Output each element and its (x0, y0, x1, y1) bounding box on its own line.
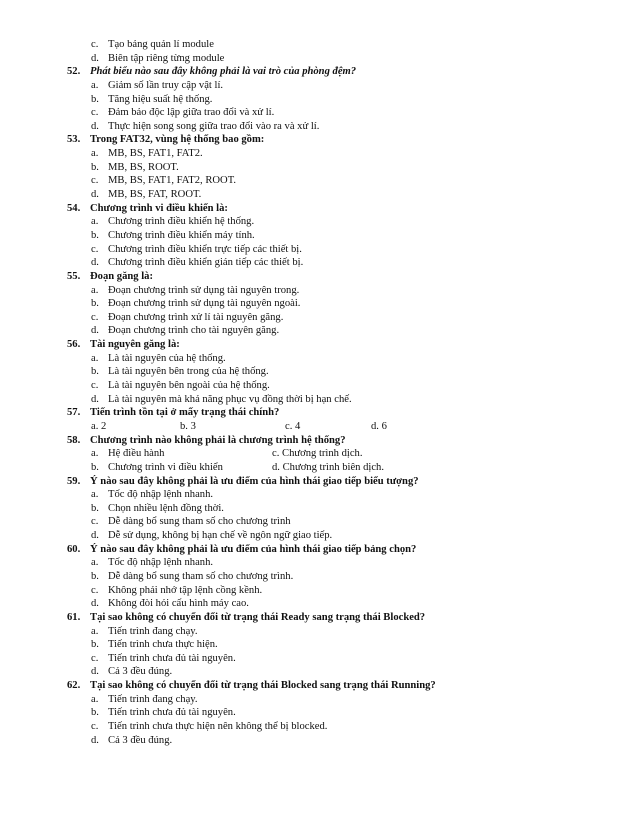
question-number: 53. (67, 134, 81, 146)
option-line (0, 570, 638, 584)
option-text: Không đòi hỏi cấu hình máy cao. (108, 598, 249, 610)
option-text: Tiến trình chưa đủ tài nguyên. (108, 707, 236, 719)
question-text: Tài nguyên găng là: (90, 339, 180, 351)
option-letter: d. (91, 530, 99, 542)
question-text: Chương trình nào không phải là chương trình hệ thống? (90, 434, 346, 446)
question-number: 62. (67, 680, 81, 692)
question-heading (0, 338, 638, 352)
document-page (0, 38, 638, 747)
option-line (0, 106, 638, 120)
question-number: 61. (67, 611, 81, 623)
question-text: Đoạn găng là: (90, 270, 153, 282)
question-heading (0, 679, 638, 693)
option-text: Dễ sử dụng, không bị hạn chế về ngôn ngữ giao tiếp. (108, 530, 333, 542)
option-letter: a. (91, 448, 99, 460)
option-line (0, 665, 638, 679)
option-text: Là tài nguyên mà khả năng phục vụ đồng thời bị hạn chế. (108, 393, 352, 405)
option-text: Tiến trình chưa thực hiện. (108, 639, 218, 651)
option-line (0, 38, 638, 52)
question-number: 56. (67, 339, 81, 351)
option-text: Chương trình điều khiển máy tính. (108, 229, 255, 241)
option-letter: a. (91, 148, 99, 160)
option-line (0, 734, 638, 748)
question-heading (0, 406, 638, 420)
question-heading (0, 270, 638, 284)
option-row (0, 420, 638, 434)
option-text: Tốc độ nhập lệnh nhanh. (108, 557, 214, 569)
option-letter: c. (91, 39, 99, 50)
option-text: Biên tập riêng từng module (108, 52, 225, 64)
question-heading (0, 202, 638, 216)
option-letter: b. (91, 366, 99, 378)
question-text: Ý nào sau đây không phải là ưu điểm của hình thái giao tiếp biểu tượng? (90, 475, 419, 487)
option-text: Tiến trình đang chạy. (108, 693, 198, 705)
option-line (0, 693, 638, 707)
option-letter: c. (91, 584, 99, 596)
option-text: Giảm số lần truy cập vật lí. (108, 79, 224, 91)
question-text: Tại sao không có chuyển đổi từ trạng thái Blocked sang trạng thái Running? (90, 680, 436, 692)
option-line (0, 174, 638, 188)
question-number: 52. (67, 66, 81, 78)
option-line (0, 638, 638, 652)
option-letter: a. (91, 489, 99, 501)
question-text: Chương trình vi điều khiển là: (90, 202, 228, 214)
question-heading (0, 133, 638, 147)
option-letter: c. (91, 311, 99, 323)
option-letter: a. (91, 284, 99, 296)
option-line (0, 488, 638, 502)
question-number: 58. (67, 434, 81, 446)
option-letter: d. (91, 189, 99, 201)
option-text: a. 2 (91, 420, 107, 432)
option-letter: b. (91, 298, 99, 310)
option-letter: b. (91, 229, 99, 241)
question-heading (0, 65, 638, 79)
question-text: Tiến trình tồn tại ở mấy trạng thái chính? (90, 407, 280, 419)
option-letter: d. (91, 52, 99, 64)
option-letter: a. (91, 557, 99, 569)
option-line (0, 461, 638, 475)
option-letter: b. (91, 161, 99, 173)
option-letter: c. (91, 721, 99, 733)
option-letter: c. (91, 175, 99, 187)
option-letter: b. (91, 461, 99, 473)
option-line (0, 161, 638, 175)
option-line (0, 324, 638, 338)
option-line (0, 379, 638, 393)
option-text: Đoạn chương trình cho tài nguyên găng. (108, 325, 280, 337)
option-text: Là tài nguyên bên ngoài của hệ thống. (108, 380, 270, 392)
option-line (0, 502, 638, 516)
option-line (0, 447, 638, 461)
question-text: Trong FAT32, vùng hệ thống bao gồm: (90, 134, 265, 146)
option-text: Cả 3 đều đúng. (108, 734, 173, 746)
option-line (0, 365, 638, 379)
question-number: 57. (67, 407, 81, 419)
option-line (0, 352, 638, 366)
question-number: 60. (67, 543, 81, 555)
option-text: d. Chương trình biên dịch. (272, 461, 384, 473)
question-number: 55. (67, 270, 81, 282)
option-line (0, 52, 638, 66)
option-letter: d. (91, 120, 99, 132)
option-text: b. 3 (180, 420, 196, 432)
question-number: 54. (67, 202, 81, 214)
option-text: Đoạn chương trình sử dụng tài nguyên ngoài. (108, 298, 301, 310)
option-text: Chương trình vi điều khiển (108, 461, 223, 473)
option-text: Tăng hiệu suất hệ thống. (108, 93, 213, 105)
option-letter: a. (91, 625, 99, 637)
option-line (0, 597, 638, 611)
option-line (0, 188, 638, 202)
option-text: Dễ dàng bổ sung tham số cho chương trình. (108, 570, 294, 582)
option-letter: d. (91, 666, 99, 678)
question-text: Tại sao không có chuyển đổi từ trạng thái Ready sang trạng thái Blocked? (90, 611, 426, 623)
question-heading (0, 434, 638, 448)
option-line (0, 297, 638, 311)
option-letter: c. (91, 243, 99, 255)
option-letter: b. (91, 93, 99, 105)
option-letter: b. (91, 570, 99, 582)
option-line (0, 720, 638, 734)
option-text: Dễ dàng bổ sung tham số cho chương trình (108, 516, 291, 528)
option-letter: d. (91, 393, 99, 405)
option-letter: b. (91, 639, 99, 651)
option-line (0, 556, 638, 570)
option-line (0, 652, 638, 666)
option-text: Cả 3 đều đúng. (108, 666, 173, 678)
option-line (0, 79, 638, 93)
option-text: Đoạn chương trình xử lí tài nguyên găng. (108, 311, 284, 323)
option-text: Tiến trình chưa thực hiện nên không thể bị blocked. (108, 721, 328, 733)
option-line (0, 215, 638, 229)
option-text: Tiến trình đang chạy. (108, 625, 198, 637)
option-line (0, 120, 638, 134)
option-letter: a. (91, 216, 99, 228)
option-letter: d. (91, 734, 99, 746)
option-line (0, 243, 638, 257)
option-letter: b. (91, 502, 99, 514)
question-number: 59. (67, 475, 81, 487)
option-text: MB, BS, FAT1, FAT2, ROOT. (108, 175, 237, 187)
option-letter: c. (91, 652, 99, 664)
option-text: Chương trình điều khiển hệ thống. (108, 216, 255, 228)
option-line (0, 625, 638, 639)
option-letter: d. (91, 598, 99, 610)
option-letter: d. (91, 257, 99, 269)
option-text: Đoạn chương trình sử dụng tài nguyên trong. (108, 284, 300, 296)
question-heading (0, 475, 638, 489)
option-letter: c. (91, 516, 99, 528)
option-letter: d. (91, 325, 99, 337)
option-line (0, 284, 638, 298)
option-letter: c. (91, 107, 99, 119)
question-heading (0, 543, 638, 557)
option-text: MB, BS, ROOT. (108, 161, 179, 173)
question-text: Ý nào sau đây không phải là ưu điểm của hình thái giao tiếp bảng chọn? (90, 543, 417, 555)
option-line (0, 529, 638, 543)
question-heading (0, 611, 638, 625)
option-line (0, 147, 638, 161)
option-line (0, 706, 638, 720)
option-text: Đảm bảo độc lập giữa trao đổi và xử lí. (108, 107, 275, 119)
option-text: Tiến trình chưa đủ tài nguyên. (108, 652, 236, 664)
option-line (0, 93, 638, 107)
option-letter: a. (91, 352, 99, 364)
option-letter: c. (91, 380, 99, 392)
option-letter: a. (91, 693, 99, 705)
option-text: Không phải nhớ tập lệnh cồng kềnh. (108, 584, 263, 596)
option-line (0, 311, 638, 325)
option-text: d. 6 (371, 420, 387, 432)
option-text: Là tài nguyên bên trong của hệ thống. (108, 366, 269, 378)
option-line (0, 393, 638, 407)
option-text: Chương trình điều khiển trực tiếp các thiết bị. (108, 243, 302, 255)
option-line (0, 515, 638, 529)
option-text: c. Chương trình dịch. (272, 448, 363, 460)
option-text: MB, BS, FAT1, FAT2. (108, 148, 203, 160)
option-text: MB, BS, FAT, ROOT. (108, 189, 202, 201)
option-line (0, 229, 638, 243)
option-line (0, 256, 638, 270)
option-letter: b. (91, 707, 99, 719)
option-text: Chọn nhiều lệnh đồng thời. (108, 502, 224, 514)
option-text: c. 4 (285, 420, 301, 432)
option-text: Tốc độ nhập lệnh nhanh. (108, 489, 214, 501)
option-line (0, 584, 638, 598)
option-text: Chương trình điều khiển gián tiếp các thiết bị. (108, 257, 304, 269)
option-text: Hệ điều hành (108, 448, 165, 460)
question-text: Phát biểu nào sau đây không phải là vai trò của phòng đệm? (90, 66, 357, 78)
option-letter: a. (91, 79, 99, 91)
option-text: Là tài nguyên của hệ thống. (108, 352, 226, 364)
option-text: Thực hiện song song giữa trao đổi vào ra và xử lí. (108, 120, 320, 132)
option-text: Tạo bảng quản lí module (108, 39, 214, 50)
